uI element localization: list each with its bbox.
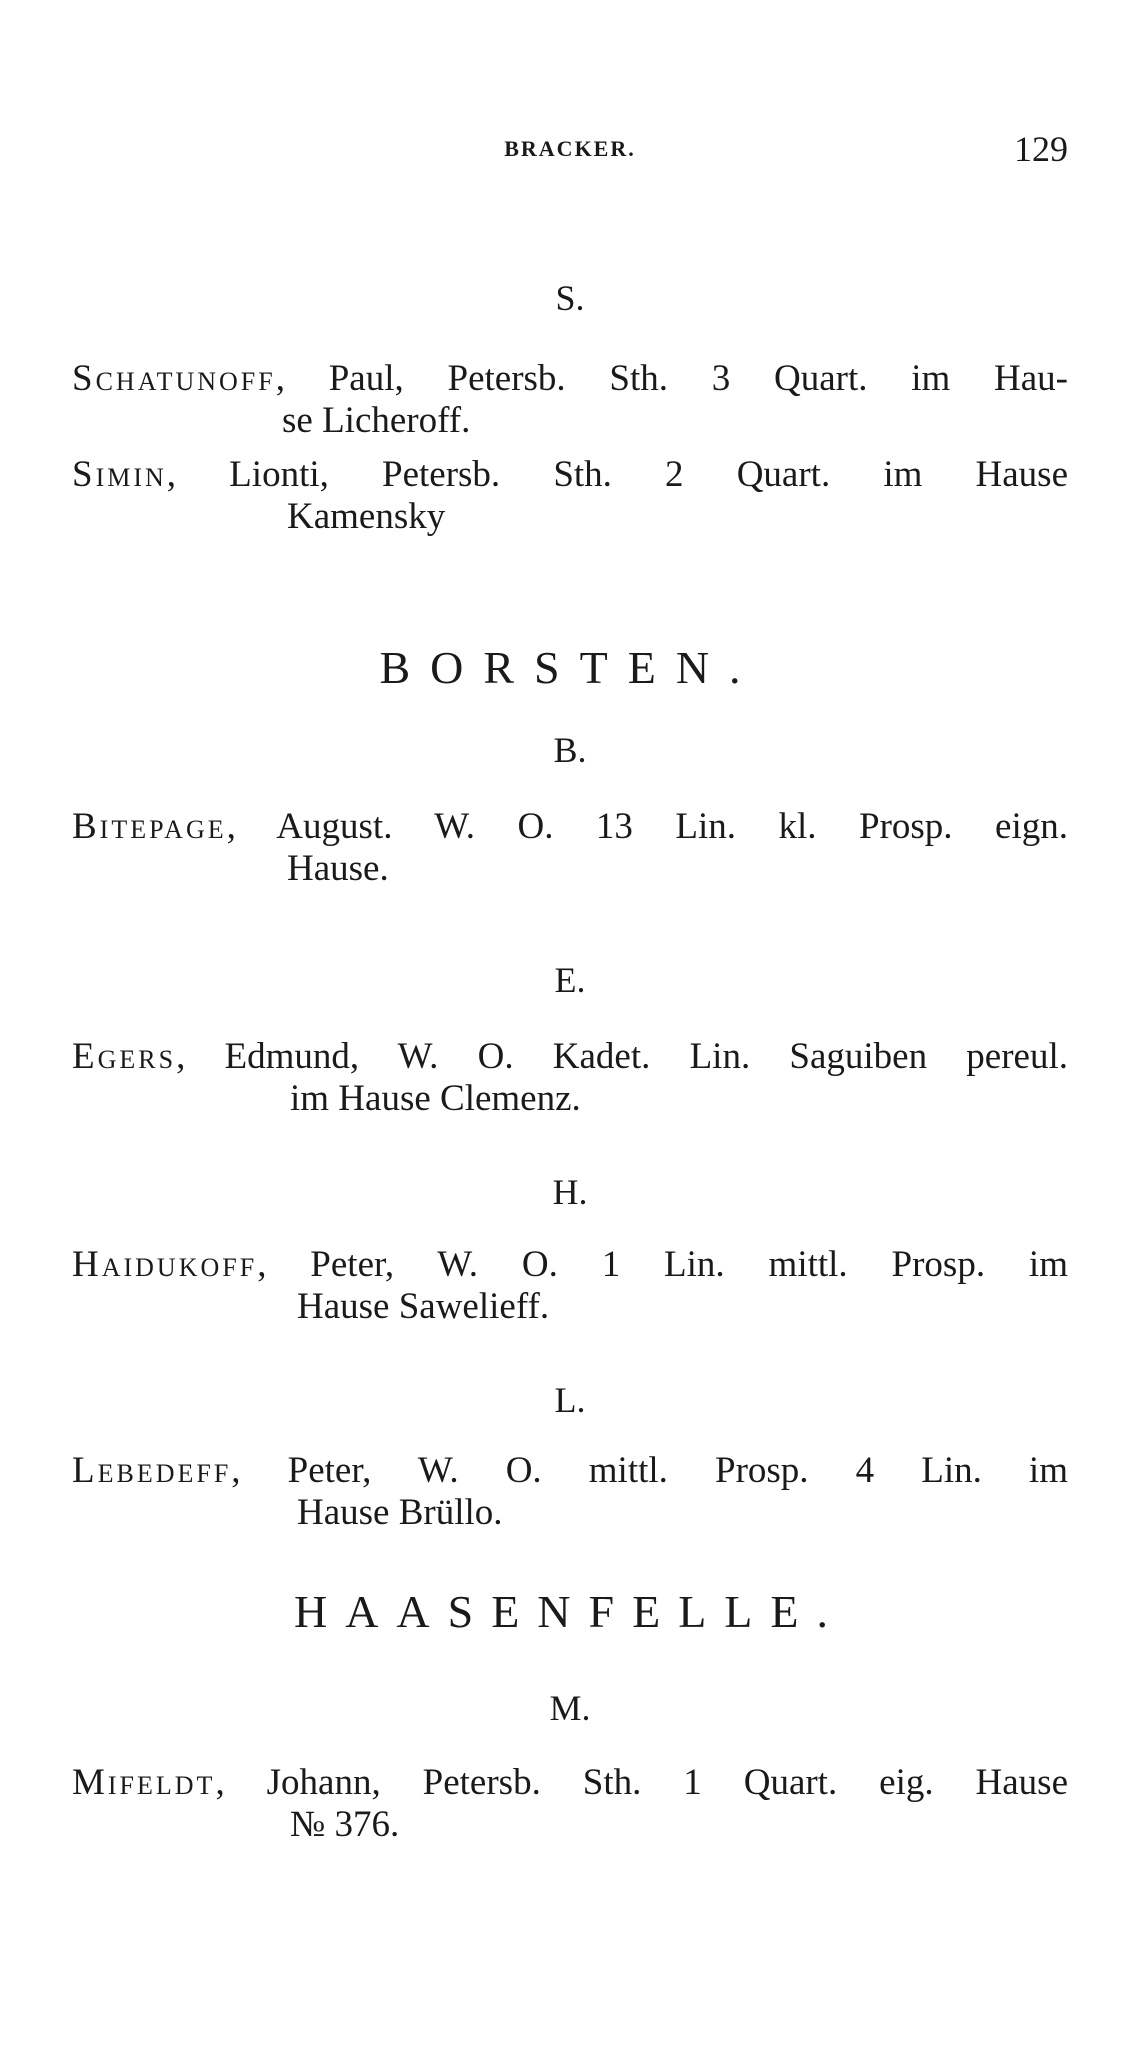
entry-mifeldt <box>72 1762 1068 1846</box>
running-head <box>72 128 1068 178</box>
entry-line1: , Peter, W. O. mittl. Prosp. 4 Lin. im <box>231 1450 1068 1491</box>
entry-line1: , Edmund, W. O. Kadet. Lin. Saguiben pereul. <box>176 1036 1068 1077</box>
entry-line1: , Lionti, Petersb. Sth. 2 Quart. im Hause <box>166 454 1068 495</box>
entry-bitepage <box>72 806 1068 890</box>
entry-line2: Hause Sawelieff. <box>297 1286 550 1327</box>
section-letter-l: L. <box>554 1380 586 1420</box>
entry-lebedeff <box>72 1450 1068 1534</box>
section-letter-b: B. <box>553 730 587 770</box>
section-title-haasenfelle: HAASENFELLE. <box>293 1586 847 1637</box>
entry-name: Egers <box>72 1036 177 1077</box>
entry-line1: , Paul, Petersb. Sth. 3 Quart. im Hau- <box>275 358 1068 399</box>
entry-name: Haidukoff <box>72 1244 258 1285</box>
section-letter-s: S. <box>555 278 585 318</box>
entry-line2: № 376. <box>290 1804 400 1845</box>
running-title: BRACKER. <box>504 136 636 161</box>
section-title-borsten: BORSTEN. <box>379 642 761 693</box>
entry-name: Lebedeff <box>72 1450 232 1491</box>
entry-name: Schatunoff <box>72 358 276 399</box>
entry-line2: im Hause Clemenz. <box>290 1078 581 1119</box>
section-letter-h: H. <box>552 1172 588 1212</box>
entry-haidukoff <box>72 1244 1068 1328</box>
entry-line1: , Peter, W. O. 1 Lin. mittl. Prosp. im <box>257 1244 1068 1285</box>
entry-line2: se Licheroff. <box>282 400 471 441</box>
section-letter-m: M. <box>549 1688 591 1728</box>
entry-name: Simin <box>72 454 167 495</box>
entry-line1: , Johann, Petersb. Sth. 1 Quart. eig. Hause <box>215 1762 1068 1803</box>
entry-schatunoff <box>72 358 1068 442</box>
section-letter-e: E. <box>554 960 586 1000</box>
entry-name: Mifeldt <box>72 1762 216 1803</box>
entry-line2: Hause Brüllo. <box>297 1492 503 1533</box>
entry-line2: Kamensky <box>287 496 446 537</box>
entry-line1: , August. W. O. 13 Lin. kl. Prosp. eign. <box>226 806 1068 847</box>
entry-name: Bitepage <box>72 806 227 847</box>
entry-line2: Hause. <box>287 848 389 889</box>
entry-egers <box>72 1036 1068 1120</box>
page-number: 129 <box>1014 129 1068 169</box>
entry-simin <box>72 454 1068 538</box>
